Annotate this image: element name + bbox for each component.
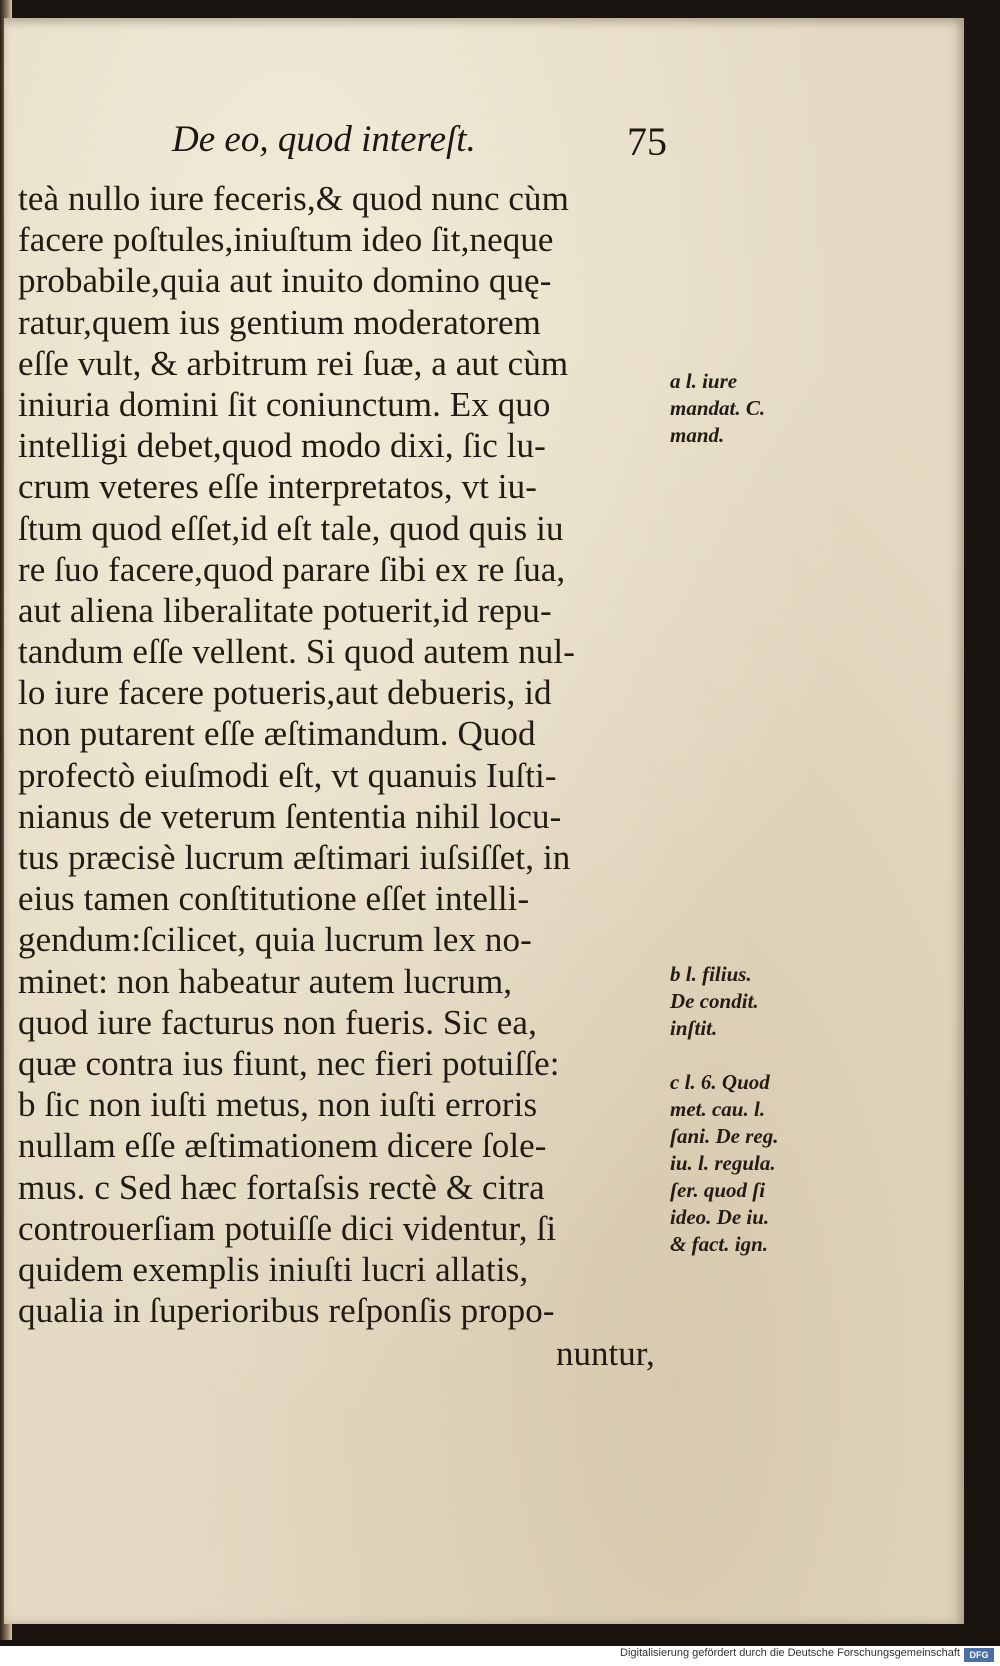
text-line: ratur,quem ius gentium moderatorem: [18, 302, 541, 342]
text-line: ſtum quod eſſet,id eſt tale, quod quis iu: [18, 508, 564, 548]
text-line: profectò eiuſmodi eſt, vt quanuis Iuſti-: [18, 755, 557, 795]
digitization-credit: Digitalisierung gefördert durch die Deutsche Forschungsgemeinschaft: [620, 1647, 960, 1659]
marginal-note-line: ſani. De reg.: [670, 1124, 779, 1148]
text-line: tus præcisè lucrum æſtimari iuſsiſſet, in: [18, 838, 571, 877]
text-line: b ſic non iuſti metus, non iuſti erroris: [18, 1085, 538, 1125]
text-line: non putarent eſſe æſtimandum. Quod: [18, 714, 536, 754]
book-page: [4, 18, 964, 1624]
text-line: crum veteres eſſe interpretatos, vt iu-: [18, 467, 537, 507]
text-line: nullam eſſe æſtimationem dicere ſole-: [18, 1126, 547, 1166]
text-line: probabile,quia aut inuito domino quę-: [18, 261, 552, 301]
text-line: qualia in ſuperioribus reſponſis propo-: [18, 1291, 555, 1331]
marginal-note-line: & fact. ign.: [670, 1232, 768, 1256]
marginal-note-line: b l. filius.: [670, 962, 752, 986]
marginal-note-line: a l. iure: [670, 369, 738, 393]
text-line: eſſe vult, & arbitrum rei ſuæ, a aut cùm: [18, 343, 569, 383]
marginal-note-line: met. cau. l.: [670, 1097, 766, 1121]
text-line: teà nullo iure feceris,& quod nunc cùm: [18, 179, 569, 218]
body-text: [18, 178, 678, 1331]
running-head: De eo, quod intereſt.: [172, 119, 476, 160]
text-line: gendum:ſcilicet, quia lucrum lex no-: [18, 920, 532, 960]
text-line: quidem exemplis iniuſti lucri allatis,: [18, 1249, 529, 1289]
dfg-logo-icon: DFG: [964, 1648, 994, 1662]
text-line: nianus de veterum ſententia nihil locu-: [18, 796, 562, 836]
text-line: intelligi debet,quod modo dixi, ſic lu-: [18, 426, 546, 466]
text-line: minet: non habeatur autem lucrum,: [18, 961, 513, 1001]
text-line: quod iure facturus non fueris. Sic ea,: [18, 1002, 537, 1042]
text-line: re ſuo facere,quod parare ſibi ex re ſua,: [18, 549, 566, 589]
catchword: nuntur,: [556, 1334, 655, 1373]
text-line: controuerſiam potuiſſe dici videntur, ſi: [18, 1208, 557, 1248]
marginal-note-line: ſer. quod ſi: [670, 1178, 766, 1202]
text-line: quæ contra ius fiunt, nec fieri potuiſſe:: [18, 1043, 560, 1083]
page-number: 75: [627, 119, 667, 164]
text-line: aut aliena liberalitate potuerit,id repu-: [18, 590, 552, 630]
marginal-note-line: De condit.: [670, 989, 759, 1013]
text-line: mus. c Sed hæc fortaſsis rectè & citra: [18, 1167, 545, 1207]
marginal-note-line: inſtit.: [670, 1016, 718, 1040]
text-line: eius tamen conſtitutione eſſet intelli-: [18, 879, 530, 919]
marginal-note-line: ideo. De iu.: [670, 1205, 770, 1229]
marginal-note-line: mand.: [670, 423, 725, 447]
marginal-note-b: [670, 961, 846, 1042]
text-line: facere poſtules,iniuſtum ideo ſit,neque: [18, 220, 554, 260]
marginal-note-c: [670, 1069, 846, 1258]
marginal-note-line: c l. 6. Quod: [670, 1070, 770, 1094]
text-line: lo iure facere potueris,aut debueris, id: [18, 673, 552, 713]
text-line: tandum eſſe vellent. Si quod autem nul-: [18, 632, 575, 672]
text-line: iniuria domini ſit coniunctum. Ex quo: [18, 384, 551, 424]
marginal-note-a: [670, 368, 846, 449]
marginal-note-line: iu. l. regula.: [670, 1151, 776, 1175]
marginal-note-line: mandat. C.: [670, 396, 766, 420]
